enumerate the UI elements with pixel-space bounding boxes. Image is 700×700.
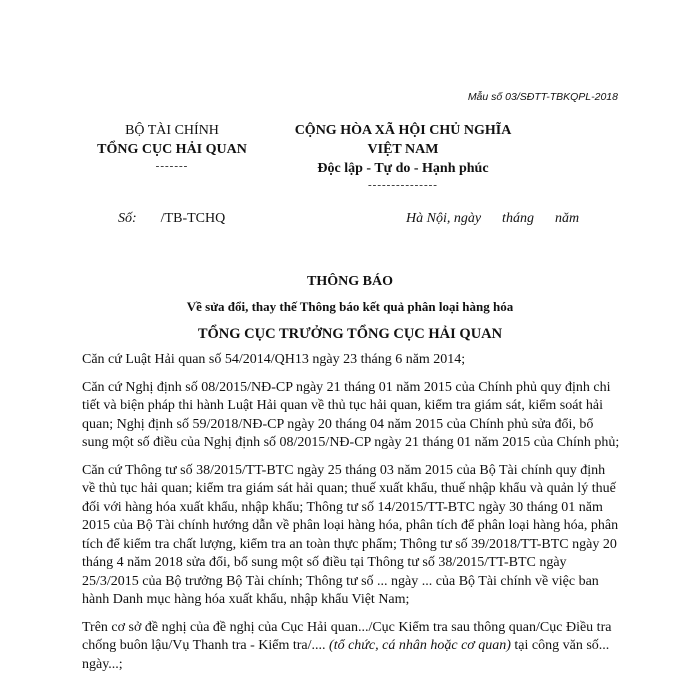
left-header-separator: ------- bbox=[155, 160, 189, 172]
right-header-separator: --------------- bbox=[368, 179, 438, 191]
paragraph-legal-basis-3: Căn cứ Thông tư số 38/2015/TT-BTC ngày 25 tháng 03 năm 2015 của Bộ Tài chính quy định về thủ tục hải quan; kiểm tra giám sát hải quan; thuế xuất khẩu, thuế nhập khẩu và quản lý thuế đối với hàng hóa xuất khẩu, nhập khẩu; Thông tư số 14/2015/TT-BTC ngày 30 tháng 01 năm 2015 của Bộ Tài chính hướng dẫn về phân loại hàng hóa, phân tích để phân loại hàng hóa, phân tích để kiểm tra chất lượng, kiểm tra an toàn thực phẩm; Thông tư số 39/2018/TT-BTC ngày 20 tháng 4 năm 2018 sửa đổi, bổ sung một số điều tại Thông tư số 38/2015/TT-BTC ngày 25/3/2015 của Bộ trưởng Bộ Tài chính; Thông tư số ... ngày ... của Bộ Tài chính về việc ban hành Danh mục hàng hóa xuất khẩu, nhập khẩu Việt Nam; bbox=[82, 462, 619, 607]
paragraph-legal-basis-1: Căn cứ Luật Hải quan số 54/2014/QH13 ngày 23 tháng 6 năm 2014; bbox=[82, 352, 466, 367]
form-code: Mẫu số 03/SĐTT-TBKQPL-2018 bbox=[467, 91, 618, 103]
signing-authority: TỔNG CỤC TRƯỞNG TỔNG CỤC HẢI QUAN bbox=[197, 326, 503, 342]
document-number-code: /TB-TCHQ bbox=[160, 211, 226, 226]
proposal-italic-text: (tổ chức, cá nhân hoặc cơ quan) bbox=[329, 638, 511, 653]
proposal-text-end: tại công văn số... ngày...; bbox=[82, 638, 610, 672]
document-body bbox=[82, 351, 620, 683]
document-number-label: Số: bbox=[118, 211, 137, 226]
issuing-authority-header bbox=[84, 121, 260, 173]
paragraph-proposal bbox=[82, 619, 620, 675]
document-number bbox=[118, 211, 225, 227]
document-subtitle: Về sửa đổi, thay thế Thông báo kết quả phân loại hàng hóa bbox=[186, 299, 514, 314]
national-motto: Độc lập - Tự do - Hạnh phúc bbox=[317, 161, 489, 176]
proposal-text: Trên cơ sở đề nghị của đề nghị của Cục Hải quan.../Cục Kiểm tra sau thông quan/Cục Điều tra chống buôn lậu/Vụ Thanh tra - Kiểm tra/.... bbox=[82, 619, 612, 653]
agency-name: TỔNG CỤC HẢI QUAN bbox=[97, 142, 247, 157]
country-name: CỘNG HÒA XÃ HỘI CHỦ NGHĨA VIỆT NAM bbox=[294, 123, 512, 157]
paragraph-legal-basis-2: Căn cứ Nghị định số 08/2015/NĐ-CP ngày 21 tháng 01 năm 2015 của Chính phủ quy định chi tiết và biện pháp thi hành Luật Hải quan về thủ tục hải quan, kiểm tra giám sát, kiểm soát hải quan; Nghị định số 59/2018/NĐ-CP ngày 20 tháng 04 năm 2015 của Chính phủ sửa đổi, bổ sung một số điều của Nghị định số 08/2015/NĐ-CP ngày 21 tháng 01 năm 2015 của Chính phủ; bbox=[82, 379, 620, 450]
national-header bbox=[278, 121, 528, 192]
document-title: THÔNG BÁO bbox=[307, 274, 393, 289]
place-date: Hà Nội, ngày tháng năm bbox=[406, 211, 580, 226]
ministry-name: BỘ TÀI CHÍNH bbox=[125, 123, 219, 138]
